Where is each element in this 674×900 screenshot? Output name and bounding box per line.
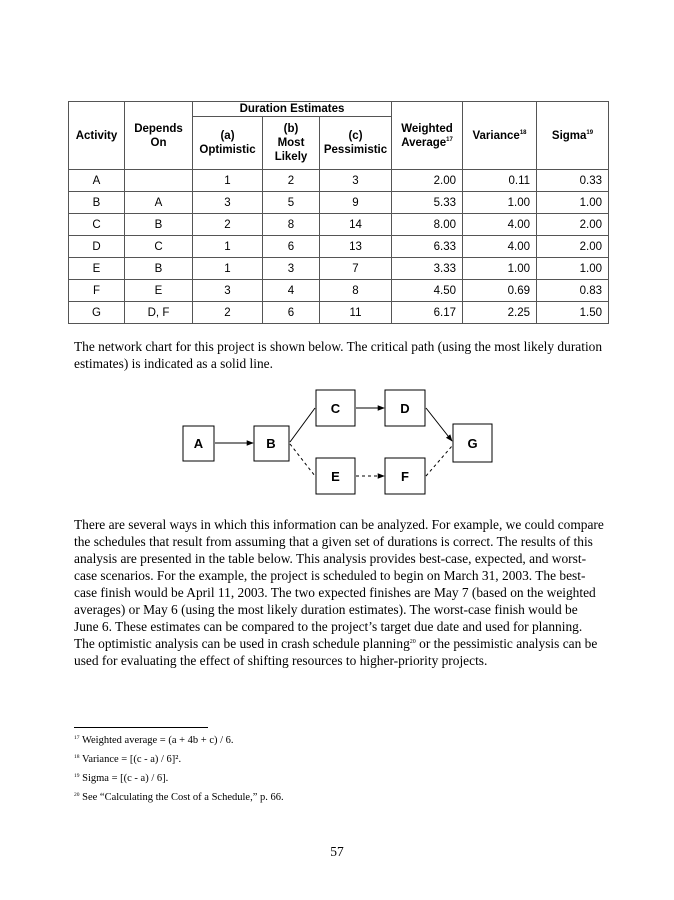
footnote-ref: 19: [586, 129, 594, 136]
cell-c: 8: [320, 280, 392, 302]
cell-b: 2: [263, 170, 320, 192]
cell-variance: 4.00: [463, 214, 537, 236]
footnote-ref: 17: [446, 136, 453, 143]
cell-variance: 4.00: [463, 236, 537, 258]
header-weighted-average: Weighted Average$^{17}$: [392, 102, 463, 170]
cell-c: 14: [320, 214, 392, 236]
svg-text:G: G: [467, 436, 478, 451]
cell-weighted: 2.00: [392, 170, 463, 192]
table-row: [69, 258, 609, 280]
footnote-19: $^{19}$ Sigma = [(c - a) / 6].: [74, 773, 169, 784]
cell-b: 5: [263, 192, 320, 214]
footnote-18: $^{18}$ Variance = [(c - a) / 6]².: [74, 754, 182, 765]
node-b: [254, 426, 289, 461]
cell-a: 2: [193, 302, 263, 324]
footnote-ref: 20: [409, 639, 416, 645]
table-row: [69, 214, 609, 236]
cell-variance: 2.25: [463, 302, 537, 324]
svg-text:D: D: [400, 401, 410, 416]
cell-activity: C: [69, 214, 125, 236]
cell-activity: G: [69, 302, 125, 324]
table-row: [69, 302, 609, 324]
cell-a: 2: [193, 214, 263, 236]
cell-activity: A: [69, 170, 125, 192]
cell-a: 3: [193, 192, 263, 214]
network-chart: [175, 386, 505, 496]
cell-depends: B: [125, 258, 193, 280]
cell-depends: A: [125, 192, 193, 214]
network-intro-paragraph: The network chart for this project is shown below. The critical path (using the most likely duration estimates) is indicated as a solid line.: [74, 339, 603, 371]
cell-weighted: 4.50: [392, 280, 463, 302]
cell-activity: D: [69, 236, 125, 258]
header-activity: Activity: [69, 102, 125, 170]
header-depends-on: Depends On: [125, 102, 193, 170]
cell-c: 13: [320, 236, 392, 258]
cell-activity: E: [69, 258, 125, 280]
cell-weighted: 3.33: [392, 258, 463, 280]
cell-c: 7: [320, 258, 392, 280]
header-pessimistic: (c) Pessimistic: [320, 117, 392, 170]
cell-depends: D, F: [125, 302, 193, 324]
cell-b: 8: [263, 214, 320, 236]
analysis-paragraph: There are several ways in which this information can be analyzed. For example, we could compare the schedules that result from assuming that a given set of durations is correct. The results of this analysis are presented in the table below. This analysis provides best-case, expected, and worst-case scenarios. For the example, the project is scheduled to begin on March 31, 2003. The best-case finish would be April 11, 2003. The two expected finishes are May 7 (based on the weighted averages) or May 6 (using the most likely duration estimates). The worst-case finish would be June 6. These estimates can be compared to the project’s target due date and used for planning. The optimistic analysis can be used in crash schedule planning$^{20}$ or the pessimistic analysis can be used for evaluating the effect of shifting resources to higher-priority projects.: [74, 517, 604, 668]
table-row: [69, 170, 609, 192]
node-e: [316, 458, 355, 494]
cell-a: 1: [193, 170, 263, 192]
cell-a: 1: [193, 258, 263, 280]
svg-text:E: E: [331, 469, 340, 484]
cell-sigma: 1.00: [537, 258, 609, 280]
header-most-likely: (b) Most Likely: [263, 117, 320, 170]
svg-text:C: C: [330, 401, 341, 416]
edge-b-e: [290, 444, 315, 476]
table-row: [69, 236, 609, 258]
cell-b: 3: [263, 258, 320, 280]
cell-variance: 1.00: [463, 258, 537, 280]
svg-text:B: B: [266, 436, 276, 451]
cell-sigma: 0.83: [537, 280, 609, 302]
table-row: [69, 192, 609, 214]
cell-variance: 0.69: [463, 280, 537, 302]
cell-sigma: 2.00: [537, 214, 609, 236]
cell-sigma: 0.33: [537, 170, 609, 192]
cell-c: 9: [320, 192, 392, 214]
cell-c: 11: [320, 302, 392, 324]
footnote-ref: 18: [519, 129, 527, 136]
cell-depends: [125, 170, 193, 192]
edge-d-g: [426, 408, 452, 441]
page-number: 57: [330, 844, 344, 859]
cell-sigma: 2.00: [537, 236, 609, 258]
header-variance: Variance$^{18}$: [463, 102, 537, 170]
cell-depends: C: [125, 236, 193, 258]
svg-text:A: A: [193, 436, 204, 451]
cell-activity: B: [69, 192, 125, 214]
cell-activity: F: [69, 280, 125, 302]
svg-text:F: F: [401, 469, 409, 484]
cell-b: 6: [263, 236, 320, 258]
header-optimistic: (a) Optimistic: [193, 117, 263, 170]
header-sigma: Sigma$^{19}$: [537, 102, 609, 170]
cell-b: 6: [263, 302, 320, 324]
header-duration-estimates: Duration Estimates: [193, 102, 392, 117]
footnote-divider: [74, 727, 208, 728]
node-f: [385, 458, 425, 494]
cell-a: 3: [193, 280, 263, 302]
cell-weighted: 6.33: [392, 236, 463, 258]
cell-depends: E: [125, 280, 193, 302]
cell-weighted: 8.00: [392, 214, 463, 236]
cell-a: 1: [193, 236, 263, 258]
footnote-20: $^{20}$ See “Calculating the Cost of a Schedule,” p. 66.: [74, 792, 284, 803]
edge-b-c: [290, 408, 315, 442]
edge-f-g: [426, 446, 452, 476]
cell-variance: 1.00: [463, 192, 537, 214]
node-c: [316, 390, 355, 426]
cell-variance: 0.11: [463, 170, 537, 192]
cell-weighted: 5.33: [392, 192, 463, 214]
cell-weighted: 6.17: [392, 302, 463, 324]
node-a: [183, 426, 214, 461]
node-g: [453, 424, 492, 462]
table-row: [69, 280, 609, 302]
node-d: [385, 390, 425, 426]
duration-estimates-table: [68, 101, 609, 324]
cell-sigma: 1.50: [537, 302, 609, 324]
cell-depends: B: [125, 214, 193, 236]
cell-c: 3: [320, 170, 392, 192]
cell-b: 4: [263, 280, 320, 302]
cell-sigma: 1.00: [537, 192, 609, 214]
footnote-17: $^{17}$ Weighted average = (a + 4b + c) / 6.: [74, 735, 234, 746]
